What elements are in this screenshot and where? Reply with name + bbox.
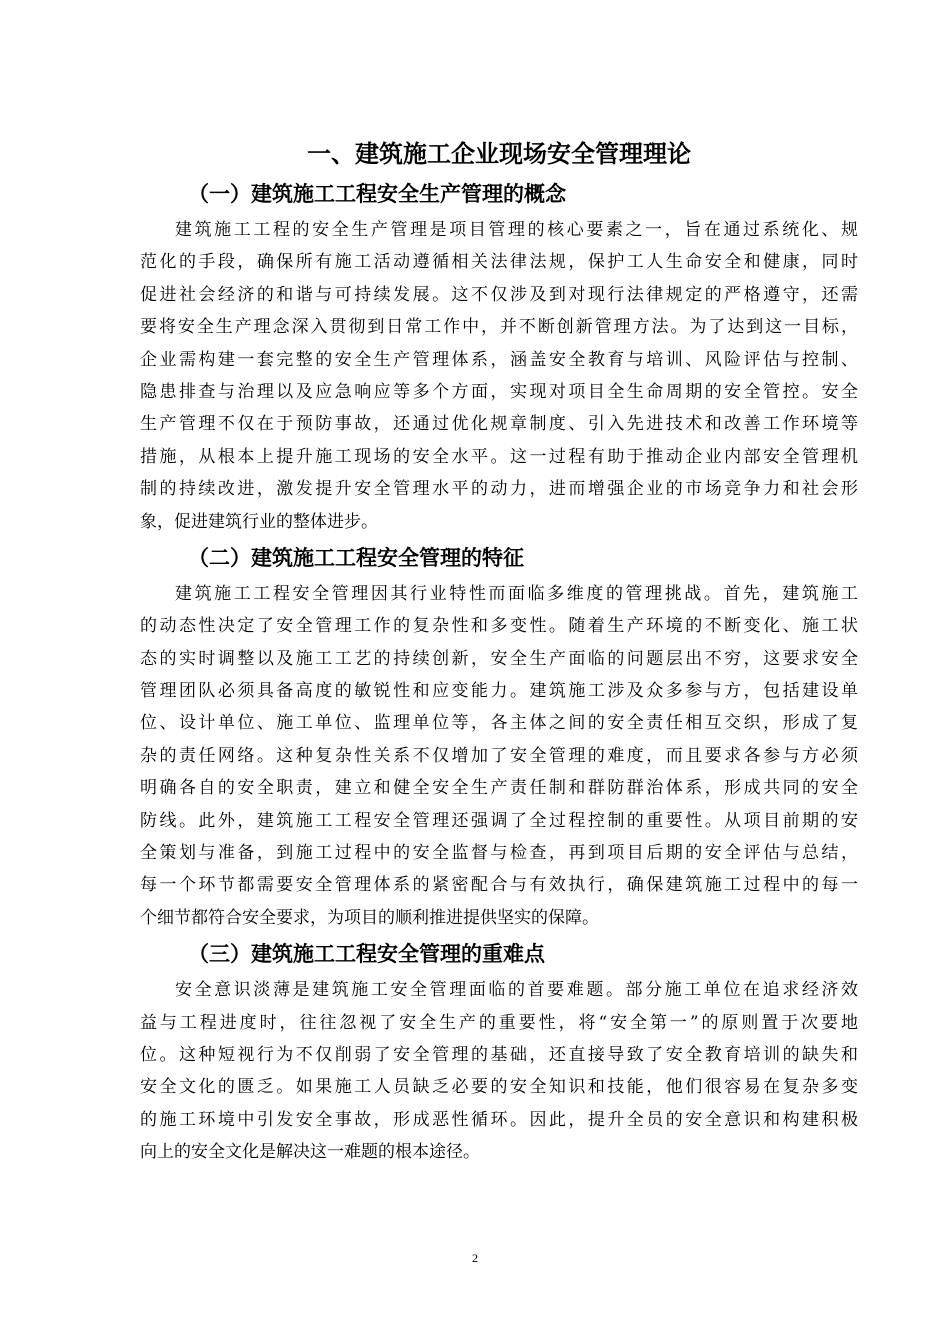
paragraph-line: 制的持续改进，激发提升安全管理水平的动力，进而增强企业的市场竞争力和社会形 (140, 479, 858, 500)
paragraph-line: 益与工程进度时，往往忽视了安全生产的重要性，将“安全第一”的原则置于次要地 (140, 1012, 858, 1033)
paragraph-line: 措施，从根本上提升施工现场的安全水平。这一过程有助于推动企业内部安全管理机 (140, 446, 858, 467)
paragraph-line: 位、设计单位、施工单位、监理单位等，各主体之间的安全责任相互交织，形成了复 (140, 713, 858, 734)
paragraph-line: 向上的安全文化是解决这一难题的根本途径。 (140, 1142, 480, 1163)
document-body (140, 134, 858, 1169)
paragraph-line: 的施工环境中引发安全事故，形成恶性循环。因此，提升全员的安全意识和构建积极 (140, 1109, 858, 1130)
section-title: （一）建筑施工工程安全生产管理的概念 (188, 182, 566, 206)
section-title: （三）建筑施工工程安全管理的重难点 (188, 942, 545, 967)
paragraph-line: 全策划与准备，到施工过程中的安全监督与检查，再到项目后期的安全评估与总结， (140, 843, 858, 864)
paragraph (140, 214, 858, 538)
paragraph-line: 安全文化的匮乏。如果施工人员缺乏必要的安全知识和技能，他们很容易在复杂多变 (140, 1077, 858, 1098)
paragraph-line: 促进社会经济的和谐与可持续发展。这不仅涉及到对现行法律规定的严格遵守，还需 (140, 284, 858, 305)
paragraph-line: 象，促进建筑行业的整体进步。 (140, 511, 378, 532)
paragraph-line: 安全意识淡薄是建筑施工安全管理面临的首要难题。部分施工单位在追求经济效 (175, 980, 858, 1001)
paragraph-line: 要将安全生产理念深入贯彻到日常工作中，并不断创新管理方法。为了达到这一目标， (140, 317, 858, 338)
chapter-title: 一、建筑施工企业现场安全管理理论 (307, 140, 691, 168)
paragraph-line: 企业需构建一套完整的安全生产管理体系，涵盖安全教育与培训、风险评估与控制、 (140, 349, 858, 370)
paragraph-line: 的动态性决定了安全管理工作的复杂性和多变性。随着生产环境的不断变化、施工状 (140, 616, 858, 637)
paragraph-line: 范化的手段，确保所有施工活动遵循相关法律法规，保护工人生命安全和健康，同时 (140, 252, 858, 273)
section-difficulties (140, 934, 858, 1168)
paragraph-line: 每一个环节都需要安全管理体系的紧密配合与有效执行，确保建筑施工过程中的每一 (140, 875, 858, 896)
paragraph-line: 建筑施工工程安全管理因其行业特性而面临多维度的管理挑战。首先，建筑施工 (175, 583, 858, 604)
paragraph-line: 位。这种短视行为不仅削弱了安全管理的基础，还直接导致了安全教育培训的缺失和 (140, 1044, 858, 1065)
paragraph-line: 隐患排查与治理以及应急响应等多个方面，实现对项目全生命周期的安全管控。安全 (140, 381, 858, 402)
section-title: （二）建筑施工工程安全管理的特征 (188, 545, 524, 570)
section-features (140, 538, 858, 934)
paragraph-line: 个细节都符合安全要求，为项目的顺利推进提供坚实的保障。 (140, 907, 599, 928)
paragraph-line: 生产管理不仅在于预防事故，还通过优化规章制度、引入先进技术和改善工作环境等 (140, 414, 858, 435)
paragraph-line: 建筑施工工程的安全生产管理是项目管理的核心要素之一，旨在通过系统化、规 (175, 220, 858, 240)
paragraph (140, 578, 858, 934)
paragraph-line: 态的实时调整以及施工工艺的持续创新，安全生产面临的问题层出不穷，这要求安全 (140, 648, 858, 669)
paragraph-line: 管理团队必须具备高度的敏锐性和应变能力。建筑施工涉及众多参与方，包括建设单 (140, 681, 858, 702)
paragraph-line: 防线。此外，建筑施工工程安全管理还强调了全过程控制的重要性。从项目前期的安 (140, 810, 858, 831)
section-concept (140, 174, 858, 538)
paragraph-line: 明确各自的安全职责，建立和健全安全生产责任制和群防群治体系，形成共同的安全 (140, 778, 858, 799)
paragraph (140, 974, 858, 1168)
paragraph-line: 杂的责任网络。这种复杂性关系不仅增加了安全管理的难度，而且要求各参与方必须 (140, 745, 858, 766)
page-number: 2 (472, 1251, 478, 1265)
